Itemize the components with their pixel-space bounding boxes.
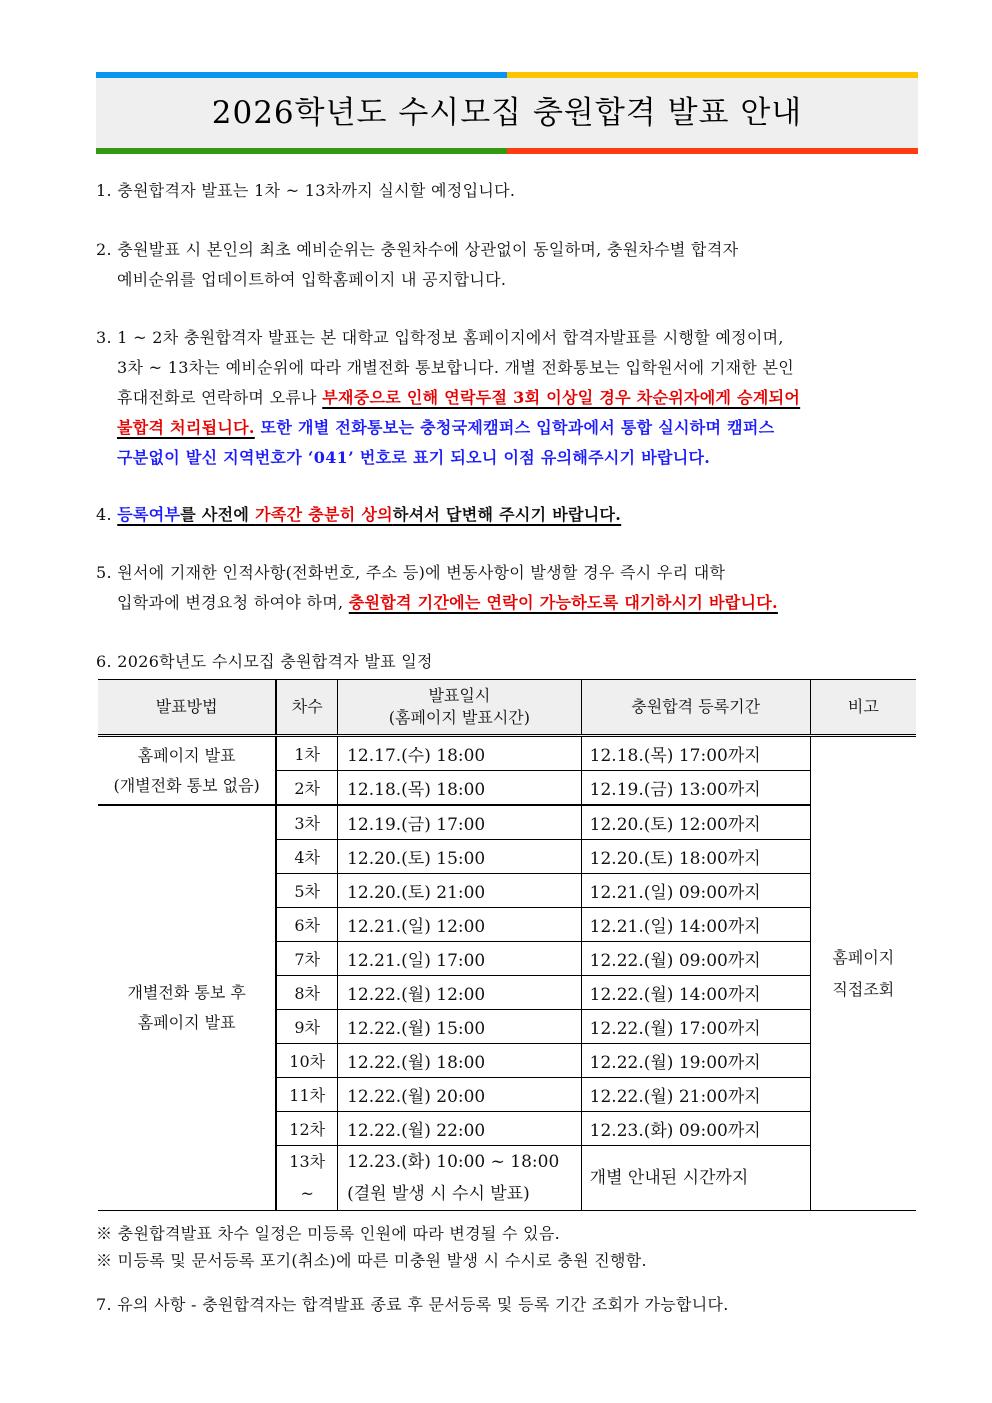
- register-cell: 12.23.(화) 09:00까지: [581, 1112, 810, 1146]
- item-4-text-b: 하셔서 답변해 주시기 바랍니다.: [392, 505, 622, 524]
- title-banner: [96, 72, 918, 154]
- group-phone-then-homepage: [98, 805, 276, 1211]
- item-3-warning-text: 부재중으로 인해 연락두절 3회 이상일 경우 차순위자에게 승계되어: [322, 388, 801, 407]
- register-cell: 12.22.(월) 09:00까지: [581, 942, 810, 976]
- register-cell: 12.19.(금) 13:00까지: [581, 771, 810, 806]
- register-cell: 12.20.(토) 12:00까지: [581, 805, 810, 840]
- header-round: 차수: [276, 680, 337, 736]
- header-method: 발표방법: [98, 680, 276, 736]
- item-3-line-2: 3차 ~ 13차는 예비순위에 따라 개별전화 통보합니다. 개별 전화통보는 입학원서에 기재한 본인: [117, 358, 794, 377]
- item-3-line-3: [96, 383, 800, 413]
- round-cell: 9차: [276, 1010, 337, 1044]
- datetime-cell: 12.22.(월) 15:00: [338, 1010, 582, 1044]
- item-4-blue-text: 등록여부: [117, 505, 181, 524]
- datetime-13-l1: 12.23.(화) 10:00 ~ 18:00: [347, 1152, 560, 1172]
- group-1-label-l2: (개별전화 통보 없음): [113, 775, 260, 795]
- item-4-number: 4.: [96, 505, 118, 524]
- remark-l1: 홈페이지: [832, 947, 895, 967]
- item-3-warning-end: 불합격 처리됩니다.: [117, 418, 255, 437]
- table-header-row: [98, 680, 916, 736]
- remark-cell: [810, 736, 916, 1211]
- group-1-label-l1: 홈페이지 발표: [137, 745, 236, 765]
- round-cell: 7차: [276, 942, 337, 976]
- item-2-line-2: 예비순위를 업데이트하여 입학홈페이지 내 공지합니다.: [117, 270, 507, 289]
- round-cell: 2차: [276, 771, 337, 806]
- datetime-cell: 12.20.(토) 15:00: [338, 840, 582, 874]
- datetime-cell: 12.20.(토) 21:00: [338, 874, 582, 908]
- header-datetime-l1: 발표일시: [428, 686, 491, 705]
- banner-bar-green: [96, 148, 507, 154]
- table-row: [98, 736, 916, 771]
- group-2-label-l2: 홈페이지 발표: [137, 1013, 236, 1032]
- datetime-cell: 12.21.(일) 17:00: [338, 942, 582, 976]
- register-cell: 개별 안내된 시간까지: [581, 1146, 810, 1211]
- datetime-cell: 12.22.(월) 20:00: [338, 1078, 582, 1112]
- item-5-line-2: [96, 588, 778, 618]
- register-cell: 12.22.(월) 21:00까지: [581, 1078, 810, 1112]
- note-2: ※ 미등록 및 문서등록 포기(취소)에 따른 미충원 발생 시 수시로 충원 진행함.: [96, 1251, 647, 1270]
- round-cell: 10차: [276, 1044, 337, 1078]
- item-4-underlined: [117, 505, 621, 524]
- datetime-cell: 12.22.(월) 18:00: [338, 1044, 582, 1078]
- header-register: 충원합격 등록기간: [581, 680, 810, 736]
- datetime-cell: 12.18.(목) 18:00: [338, 771, 582, 806]
- banner-bar-red: [507, 148, 918, 154]
- register-cell: 12.22.(월) 14:00까지: [581, 976, 810, 1010]
- item-3-line-5: 구분없이 발신 지역번호가 ‘041’ 번호로 표기 되오니 이점 유의해주시기 바랍니다.: [117, 448, 711, 467]
- register-cell: 12.21.(일) 09:00까지: [581, 874, 810, 908]
- register-cell: 12.22.(월) 19:00까지: [581, 1044, 810, 1078]
- datetime-cell: 12.17.(수) 18:00: [338, 736, 582, 771]
- round-cell: 11차: [276, 1078, 337, 1112]
- register-cell: 12.20.(토) 18:00까지: [581, 840, 810, 874]
- item-6-heading: 6. 2026학년도 수시모집 충원합격자 발표 일정: [96, 652, 433, 671]
- datetime-cell: 12.22.(월) 12:00: [338, 976, 582, 1010]
- round-13-l2: ~: [300, 1184, 314, 1203]
- item-3-line-4: [96, 413, 800, 443]
- datetime-cell: [338, 1146, 582, 1211]
- banner-bar-yellow: [507, 72, 918, 78]
- group-homepage: [98, 736, 276, 806]
- item-7: 7. 유의 사항 - 충원합격자는 합격발표 종료 후 문서등록 및 등록 기간 조회가 가능합니다.: [96, 1295, 729, 1314]
- register-cell: 12.18.(목) 17:00까지: [581, 736, 810, 771]
- table-row: [98, 805, 916, 840]
- header-datetime: [338, 680, 582, 736]
- datetime-cell: 12.19.(금) 17:00: [338, 805, 582, 840]
- schedule-table: [98, 679, 916, 1211]
- item-5-line-2-text: 입학과에 변경요청 하여야 하며,: [117, 593, 349, 612]
- round-cell: 6차: [276, 908, 337, 942]
- register-cell: 12.22.(월) 17:00까지: [581, 1010, 810, 1044]
- round-cell: 3차: [276, 805, 337, 840]
- item-4-red-text: 가족간 충분히 상의: [255, 505, 393, 524]
- register-cell: 12.21.(일) 14:00까지: [581, 908, 810, 942]
- round-cell: 12차: [276, 1112, 337, 1146]
- item-1: 1. 충원합격자 발표는 1차 ~ 13차까지 실시할 예정입니다.: [96, 181, 516, 200]
- item-3: [96, 323, 800, 473]
- datetime-13-l2: (결원 발생 시 수시 발표): [347, 1184, 530, 1204]
- item-3-line-3-text: 휴대전화로 연락하며 오류나: [117, 388, 323, 407]
- note-1: ※ 충원합격발표 차수 일정은 미등록 인원에 따라 변경될 수 있음.: [96, 1224, 561, 1243]
- item-4-text-a: 를 사전에: [180, 505, 256, 524]
- header-remark: 비고: [810, 680, 916, 736]
- item-3-line-1: 3. 1 ~ 2차 충원합격자 발표는 본 대학교 입학정보 홈페이지에서 합격자발표를 시행할 예정이며,: [96, 328, 784, 347]
- header-datetime-l2: (홈페이지 발표시간): [388, 708, 530, 727]
- group-2-label-l1: 개별전화 통보 후: [127, 983, 246, 1002]
- round-cell: 5차: [276, 874, 337, 908]
- round-cell: [276, 1146, 337, 1211]
- remark-l2: 직접조회: [832, 979, 895, 999]
- page-title: 2026학년도 수시모집 충원합격 발표 안내: [211, 95, 803, 131]
- item-2-line-1: 2. 충원발표 시 본인의 최초 예비순위는 충원차수에 상관없이 동일하며, 충원차수별 합격자: [96, 240, 739, 259]
- banner-bar-blue: [96, 72, 507, 78]
- item-5: [96, 558, 778, 618]
- datetime-cell: 12.21.(일) 12:00: [338, 908, 582, 942]
- item-2: [96, 235, 738, 295]
- item-5-warning-text: 충원합격 기간에는 연락이 가능하도록 대기하시기 바랍니다.: [348, 593, 778, 612]
- round-13-l1: 13차: [289, 1152, 326, 1171]
- round-cell: 1차: [276, 736, 337, 771]
- item-3-notice-text: 또한 개별 전화통보는 충청국제캠퍼스 입학과에서 통합 실시하며 캠퍼스: [254, 418, 775, 437]
- item-5-line-1: 5. 원서에 기재한 인적사항(전화번호, 주소 등)에 변동사항이 발생할 경우 즉시 우리 대학: [96, 563, 726, 582]
- datetime-cell: 12.22.(월) 22:00: [338, 1112, 582, 1146]
- item-4: [96, 500, 621, 530]
- round-cell: 4차: [276, 840, 337, 874]
- round-cell: 8차: [276, 976, 337, 1010]
